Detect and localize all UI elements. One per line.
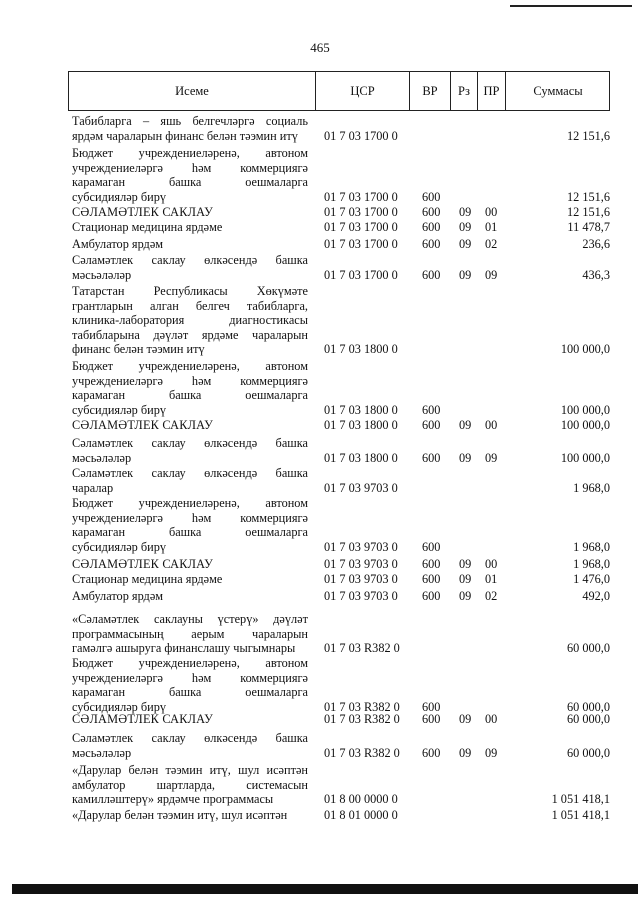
row-name [72,146,308,204]
row-sum: 100 000,0 [560,450,610,465]
table-row [72,466,610,495]
row-name [72,253,308,282]
table-row [72,114,610,143]
table-row [72,763,610,807]
row-sum: 12 151,6 [566,205,610,219]
row-pr: 00 [485,712,498,726]
row-vr: 600 [422,699,441,714]
row-vr: 600 [422,539,441,554]
row-name [72,237,308,252]
header-sum: Суммасы [533,83,583,98]
row-vr: 600 [422,237,441,251]
row-name-line: Стационар медицина ярдәме [72,572,223,586]
row-sum: 1 051 418,1 [551,792,610,807]
header-rz: Рз [458,83,470,98]
row-name-line: «Сәламәтлек саклауны үстерү» дәүләт [72,612,308,626]
row-name [72,436,308,465]
row-name-line: Татарстан Республикасы Хөкүмәте [72,284,308,298]
row-csr: 01 7 03 1700 0 [324,128,398,143]
table-row [72,808,610,823]
row-vr: 600 [422,572,441,586]
table-row [72,436,610,465]
row-vr: 600 [422,205,441,219]
row-csr: 01 7 03 9703 0 [324,480,398,495]
row-sum: 12 151,6 [566,128,610,143]
row-vr: 600 [422,220,441,234]
row-name [72,114,308,143]
row-pr: 01 [485,572,498,586]
row-name-line: СӘЛАМӘТЛЕК САКЛАУ [72,712,214,726]
bottom-scan-bar [12,884,638,894]
row-name-line: учреждениеләргә һәм коммерциягә [72,373,308,388]
row-csr: 01 7 03 1700 0 [324,267,398,282]
row-vr: 600 [422,402,441,417]
row-name-line: СӘЛАМӘТЛЕК САКЛАУ [72,205,214,219]
row-vr: 600 [422,745,441,760]
row-name-line: Бюджет учреждениеләренә, автоном [72,496,308,510]
row-sum: 100 000,0 [560,402,610,417]
row-name [72,418,308,433]
row-csr: 01 7 03 1700 0 [324,237,398,251]
row-name-line: учреждениеләргә һәм коммерциягә [72,160,308,175]
row-csr: 01 7 03 1700 0 [324,205,398,219]
row-sum: 100 000,0 [560,418,610,432]
row-name-line: «Дарулар белән тәэмин итү, шул исәптән [72,808,288,822]
row-csr: 01 7 03 R382 0 [324,745,400,760]
row-name [72,589,308,604]
row-name-line: гамәлгә ашыруга финанслашу чыгымнары [72,641,296,656]
row-pr: 00 [485,418,498,432]
row-rz: 09 [459,572,472,586]
row-csr: 01 7 03 9703 0 [324,557,398,571]
row-name-line: клиника-лаборатория диагностикасы [72,313,308,328]
row-sum: 1 476,0 [573,572,610,586]
row-name [72,284,308,357]
row-name-line: чаралар [72,480,114,495]
row-name-line: субсидияләр бирү [72,539,167,554]
row-name [72,612,308,656]
table-row [72,589,610,604]
table-row [72,557,610,572]
row-name-line: карамаган башка оешмаларга [72,388,308,403]
header-vr: ВР [422,83,438,98]
row-name-line: амбулатор шартларда, системасын [72,777,308,792]
row-csr: 01 7 03 9703 0 [324,572,398,586]
row-sum: 1 968,0 [573,539,610,554]
row-name-line: Бюджет учреждениеләренә, автоном [72,146,308,160]
row-csr: 01 7 03 R382 0 [324,699,400,714]
table-row [72,220,610,235]
row-pr: 00 [485,557,498,571]
row-rz: 09 [459,418,472,432]
row-name-line: карамаган башка оешмаларга [72,525,308,540]
row-name-line: учреждениеләргә һәм коммерциягә [72,510,308,525]
row-name [72,572,308,587]
row-csr: 01 7 03 1800 0 [324,342,398,357]
row-name-line: СӘЛАМӘТЛЕК САКЛАУ [72,418,214,432]
row-name [72,557,308,572]
row-name-line: Сәламәтлек саклау өлкәсендә башка [72,253,308,267]
row-name-line: Сәламәтлек саклау өлкәсендә башка [72,466,308,480]
row-name-line: мәсьәләләр [72,267,132,282]
row-name-line: субсидияләр бирү [72,699,167,714]
table-row [72,496,610,554]
row-name-line: Бюджет учреждениеләренә, автоном [72,656,308,670]
row-sum: 60 000,0 [566,699,610,714]
table-row [72,572,610,587]
row-name-line: учреждениеләргә һәм коммерциягә [72,670,308,685]
row-name [72,466,308,495]
row-pr: 09 [485,745,498,760]
row-csr: 01 7 03 1700 0 [324,189,398,204]
row-rz: 09 [459,589,472,603]
row-rz: 09 [459,220,472,234]
page-number: 465 [310,40,330,55]
row-name-line: грантларын алган белгеч табибларга, [72,298,308,313]
row-rz: 09 [459,267,472,282]
row-pr: 09 [485,450,498,465]
row-csr: 01 8 00 0000 0 [324,792,398,807]
row-rz: 09 [459,557,472,571]
row-name-line: табибларына дәүләт ярдәме чараларын [72,327,308,342]
row-name-line: финанс белән тәэмин итү [72,342,205,357]
row-sum: 60 000,0 [566,641,610,656]
row-pr: 02 [485,237,498,251]
row-vr: 600 [422,450,441,465]
row-vr: 600 [422,267,441,282]
header-pr: ПР [483,83,500,98]
top-rule [510,5,632,7]
row-pr: 01 [485,220,498,234]
table-row [72,205,610,220]
row-name-line: программасының аерым чараларын [72,626,308,641]
row-rz: 09 [459,237,472,251]
row-sum: 492,0 [582,589,610,603]
table-row [72,712,610,727]
row-rz: 09 [459,745,472,760]
row-name [72,712,308,727]
row-csr: 01 7 03 1800 0 [324,402,398,417]
row-sum: 1 968,0 [573,557,610,571]
row-name [72,731,308,760]
row-name-line: Стационар медицина ярдәме [72,220,223,234]
row-pr: 00 [485,205,498,219]
row-name-line: карамаган башка оешмаларга [72,685,308,700]
row-name [72,220,308,235]
row-csr: 01 7 03 1800 0 [324,450,398,465]
row-name-line: мәсьәләләр [72,745,132,760]
row-name-line: СӘЛАМӘТЛЕК САКЛАУ [72,557,214,571]
row-name-line: ярдәм чараларын финанс белән тәэмин итү [72,128,298,143]
table-row [72,284,610,357]
row-rz: 09 [459,712,472,726]
row-csr: 01 7 03 R382 0 [324,641,400,656]
row-name-line: субсидияләр бирү [72,402,167,417]
header-csr: ЦСР [350,83,375,98]
row-csr: 01 7 03 9703 0 [324,539,398,554]
row-vr: 600 [422,557,441,571]
row-csr: 01 7 03 1800 0 [324,418,398,432]
row-sum: 236,6 [582,237,610,251]
row-sum: 100 000,0 [560,342,610,357]
header-name: Исеме [175,83,209,98]
row-name-line: «Дарулар белән тәэмин итү, шул исәптән [72,763,308,777]
row-name-line: Сәламәтлек саклау өлкәсендә башка [72,731,308,745]
row-name-line: Амбулатор ярдәм [72,589,164,603]
row-csr: 01 7 03 R382 0 [324,712,400,726]
row-sum: 1 051 418,1 [551,808,610,822]
table-row [72,731,610,760]
row-vr: 600 [422,589,441,603]
row-name [72,359,308,417]
row-csr: 01 8 01 0000 0 [324,808,398,822]
row-name [72,205,308,220]
table-row [72,612,610,656]
row-vr: 600 [422,418,441,432]
row-csr: 01 7 03 1700 0 [324,220,398,234]
row-rz: 09 [459,205,472,219]
row-name [72,763,308,807]
row-name [72,496,308,554]
row-name-line: Сәламәтлек саклау өлкәсендә башка [72,436,308,450]
row-sum: 11 478,7 [567,220,610,234]
table-row [72,237,610,252]
table-row [72,418,610,433]
row-name [72,656,308,714]
row-sum: 1 968,0 [573,480,610,495]
table-row [72,253,610,282]
table-row [72,656,610,714]
table-row [72,359,610,417]
row-sum: 436,3 [582,267,610,282]
row-name-line: Табибларга – яшь белгечләргә социаль [72,114,308,128]
row-rz: 09 [459,450,472,465]
row-vr: 600 [422,712,441,726]
row-sum: 60 000,0 [566,745,610,760]
row-sum: 60 000,0 [566,712,610,726]
row-csr: 01 7 03 9703 0 [324,589,398,603]
row-pr: 09 [485,267,498,282]
row-name-line: Амбулатор ярдәм [72,237,164,251]
row-name [72,808,308,823]
row-name-line: карамаган башка оешмаларга [72,175,308,190]
row-name-line: мәсьәләләр [72,450,132,465]
row-name-line: Бюджет учреждениеләренә, автоном [72,359,308,373]
row-vr: 600 [422,189,441,204]
row-sum: 12 151,6 [566,189,610,204]
row-pr: 02 [485,589,498,603]
row-name-line: камилләштерү» ярдәмче программасы [72,792,274,807]
row-name-line: субсидияләр бирү [72,189,167,204]
table-header [68,71,610,111]
table-row [72,146,610,204]
